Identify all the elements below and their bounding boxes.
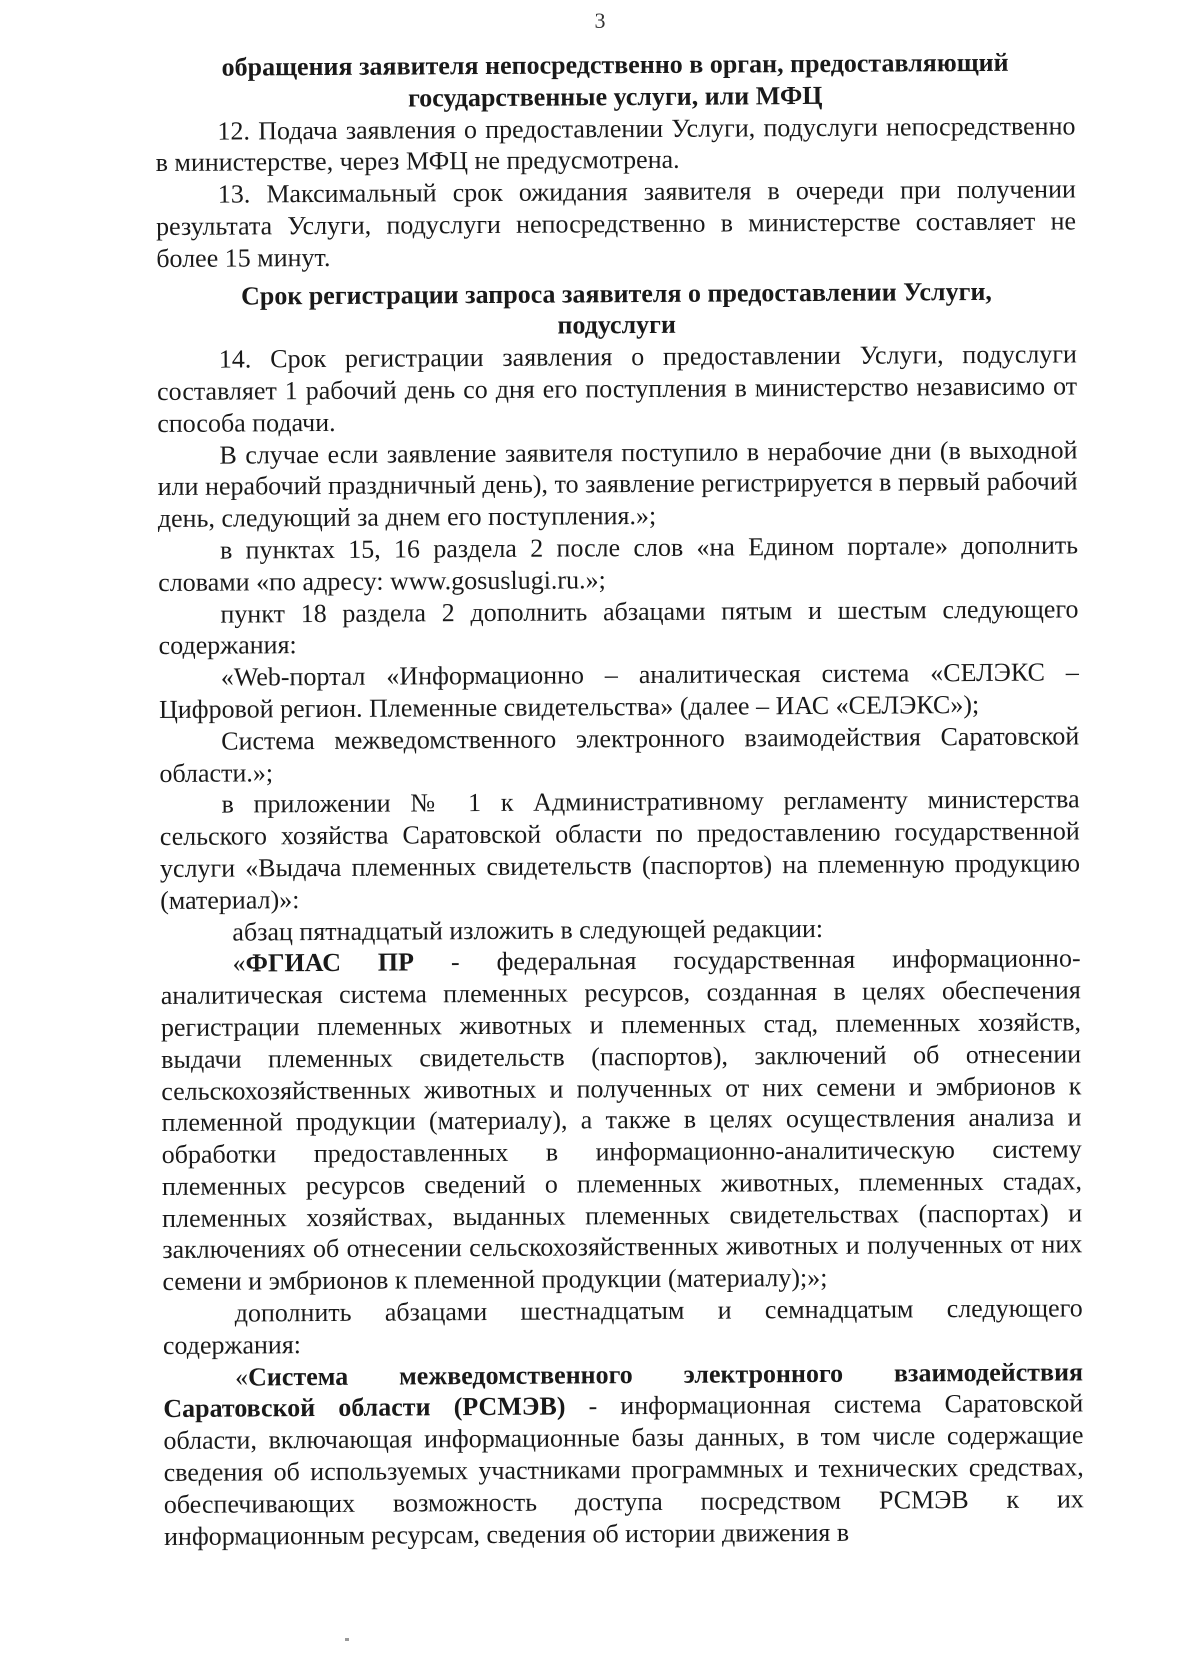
paragraph-holiday: В случае если заявление заявителя поступило в нерабочие дни (в выходной или нерабочий праздничный день), то заявление регистрируется в первый рабочий день, следующий за днем его поступления.»; bbox=[157, 434, 1078, 534]
scan-speck bbox=[345, 1638, 349, 1641]
heading-line: государственные услуги, или МФЦ bbox=[407, 80, 823, 113]
paragraph-13: 13. Максимальный срок ожидания заявителя в очереди при получении результата Услуги, подуслуги непосредственно в министерстве составляет не более 15 минут. bbox=[155, 174, 1077, 273]
paragraph-item-18: пункт 18 раздела 2 дополнить абзацами пятым и шестым следующего содержания: bbox=[158, 593, 1079, 661]
definition-rsmev: - информационная система Саратовской области, включающая информационные базы данных, в том числе содержащие сведения об используемых участниками программных и технических средствах, обеспечивающих возможность доступа посредством РСМЭВ к их информационным ресурсам, сведения об истории движения в bbox=[163, 1388, 1084, 1551]
paragraph-rsmev bbox=[163, 1356, 1084, 1552]
heading-line: Срок регистрации запроса заявителя о предоставлении Услуги, bbox=[240, 276, 992, 311]
heading-line: подуслуги bbox=[557, 310, 677, 340]
term-fgias: ФГИАС ПР bbox=[245, 947, 415, 978]
definition-fgias: - федеральная государственная информационно-аналитическая система племенных ресурсов, созданная в целях обеспечения регистрации племенных животных и племенных стад, племенных хозяйств, выдачи племенных свидетельств (паспортов), заключений об отнесении сельскохозяйственных животных и полученных от них семени и эмбрионов к племенной продукции (материалу), а также в целях осуществления анализа и обработки предоставленных в информационно-аналитическую систему племенных ресурсов сведений о племенных животных, племенных стадах, племенных хозяйствах, выданных племенных свидетельствах (паспортах) и заключениях об отнесении сельскохозяйственных животных и полученных от них семени и эмбрионов к племенной продукции (материалу);»; bbox=[160, 943, 1083, 1297]
paragraph-webportal: «Web-портал «Информационно – аналитическая система «СЕЛЭКС – Цифровой регион. Племенные свидетельства» (далее – ИАС «СЕЛЭКС»); bbox=[158, 657, 1079, 724]
paragraph-items-15-16: в пунктах 15, 16 раздела 2 после слов «на Едином портале» дополнить словами «по адресу: www.gosuslugi.ru.»; bbox=[158, 530, 1079, 597]
open-quote: « bbox=[232, 948, 246, 978]
paragraph-14: 14. Срок регистрации заявления о предоставлении Услуги, подуслуги составляет 1 рабочий день со дня его поступления в министерство независимо от способа подачи. bbox=[156, 339, 1078, 438]
paragraph-abzac-16-17: дополнить абзацами шестнадцатым и семнадцатым следующего содержания: bbox=[162, 1293, 1083, 1360]
section-heading-registration bbox=[156, 275, 1076, 344]
page-number: 3 bbox=[594, 8, 606, 33]
paragraph-12: 12. Подача заявления о предоставлении Услуги, подуслуги непосредственно в министерстве, через МФЦ не предусмотрена. bbox=[155, 110, 1076, 178]
paragraph-abzac-15: абзац пятнадцатый изложить в следующей редакции: bbox=[232, 913, 824, 947]
paragraph-interaction-system: Система межведомственного электронного взаимодействия Саратовской области.»; bbox=[159, 721, 1080, 788]
section-heading-appeal bbox=[155, 46, 1075, 115]
document-body bbox=[155, 46, 1084, 1552]
open-quote: « bbox=[235, 1362, 249, 1392]
paragraph-fgias bbox=[160, 943, 1082, 1298]
heading-line: обращения заявителя непосредственно в орган, предоставляющий bbox=[221, 47, 1009, 82]
paragraph-appendix: в приложении № 1 к Административному регламенту министерства сельского хозяйства Саратовской области по предоставлению государственной услуги «Выдача племенных свидетельств (паспортов) на племенную продукцию (материал)»: bbox=[159, 784, 1081, 915]
term-rsmev: Система межведомственного электронного взаимодействия Саратовской области (РСМЭВ) bbox=[163, 1357, 1084, 1424]
